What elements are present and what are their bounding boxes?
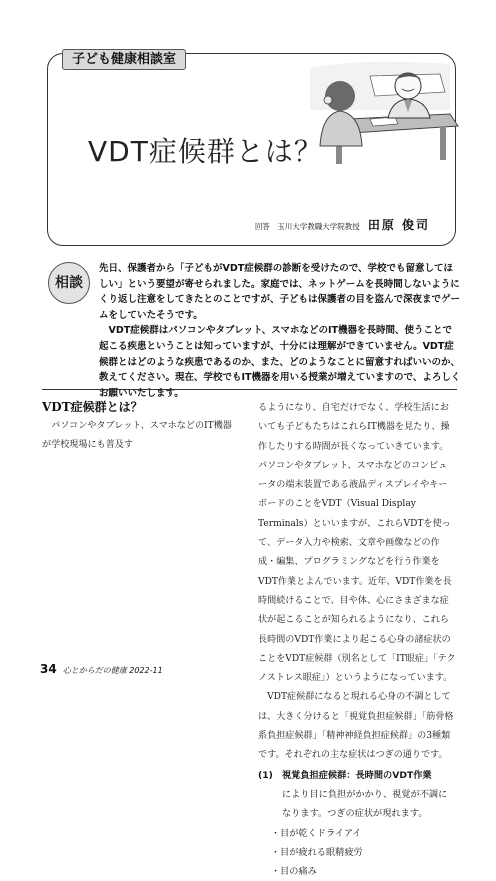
symptom-category-heading: (1) 視覚負担症候群：長時間のVDT作業 [258, 769, 432, 781]
article-column-right [258, 399, 456, 881]
article-column-left [42, 399, 240, 456]
consultation-text [99, 261, 461, 401]
consultation-paragraph: VDT症候群はパソコンやタブレット、スマホなどのIT機器を長時間、使うことで起こる疾患ということは知っていますが、十分には理解ができていません。VDT症候群とはどのような疾患であるのか、また、どのようなことに留意すればいいのか、教えてください。現在、学校でもIT機器を用いる授業が増えていますので、よろしくお願いいたします。 [99, 325, 461, 399]
page-title: VDT症候群とは？ [88, 135, 323, 168]
author-affiliation: 回答 玉川大学教職大学院教授 [254, 222, 360, 231]
article-paragraph-continued: るようになり、自宅だけでなく、学校生活においても子どもたちはこれらIT機器を見たり、操作したりする時間が長くなっていきています。パソコンやタブレット、スマホなどのコンピュータの端末装置である液晶ディスプレイやキーボードのことをVDT（Visual Display Terminals）といいますが、これらVDTを使って、データ入力や検索、文章や画像などの作成・編集、プログラミングなどを行う作業をVDT作業とよんでいます。近年、VDT作業を長時間続けることで、目や体、心にさまざまな症状が起こることが知られるようになり、これら長時間のVDT作業により起こる心身の諸症状のことをVDT症候群（別名として「IT眼症」「テクノストレス眼症」）というようになっています。 [258, 403, 456, 684]
consultation-badge: 相談 [48, 262, 90, 304]
list-item: ・目が乾くドライアイ [270, 827, 362, 839]
section-heading: VDT症候群とは？ [42, 400, 143, 414]
section-tag: 子ども健康相談室 [62, 49, 186, 70]
author-name: 田原 俊司 [367, 218, 430, 232]
consultation-paragraph: 先日、保護者から「子どもがVDT症候群の診断を受けたので、学校でも留意してほしい」という要望が寄せられました。家庭では、ネットゲームを長時間しないようにくり返し注意をしてきたとのことですが、子どもは保護者の目を盗んで深夜までゲームをしていたそうです。 [99, 263, 461, 321]
section-divider [42, 389, 457, 390]
article-paragraph: パソコンやタブレット、スマホなどのIT機器が学校現場にも普及す [42, 421, 232, 451]
author-credit [255, 216, 430, 233]
symptom-list [258, 824, 456, 881]
symptom-category-body: により目に負担がかかり、視覚が不調になります。つぎの症状が現れます。 [281, 788, 448, 820]
article-paragraph: VDT症候群になると現れる心身の不調としては、大きく分けると「視覚負担症候群」「筋骨格系負担症候群」「精神神経負担症候群」の3種類です。それぞれの主な症状はつぎの通りです。 [258, 692, 454, 761]
page-number: 34 [40, 662, 57, 676]
list-item: ・目の痛み [270, 866, 317, 878]
list-item: ・目が疲れる眼精疲労 [270, 846, 363, 858]
magazine-name: 心とからだの健康 2022-11 [62, 666, 163, 675]
page-footer [40, 662, 163, 676]
consultation-illustration [300, 56, 460, 171]
